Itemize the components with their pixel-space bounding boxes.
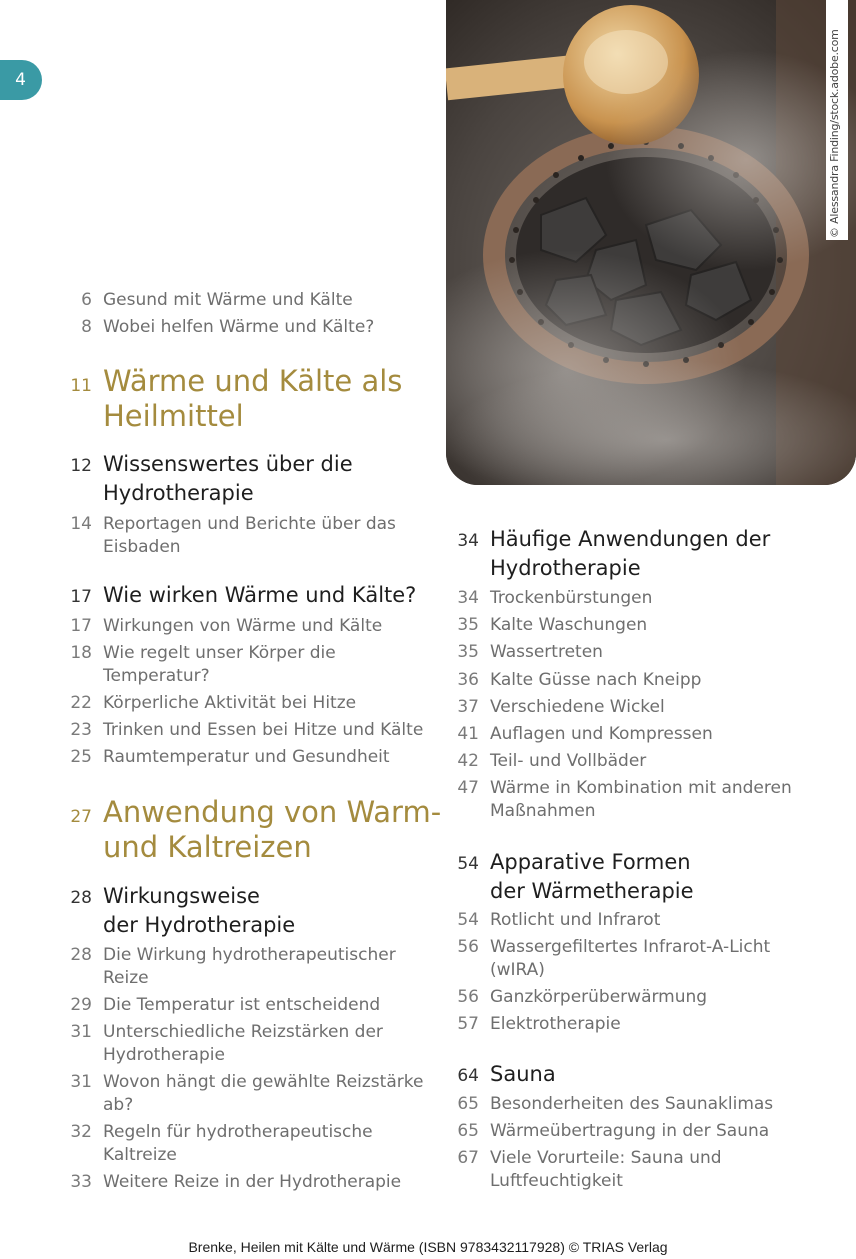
- toc-entry-title: Körperliche Aktivität bei Hitze: [103, 693, 357, 713]
- toc-entry-title: Wassertreten: [490, 642, 603, 662]
- toc-entry-title: Wie wirken Wärme und Kälte?: [103, 583, 417, 607]
- toc-page-number: 56: [457, 937, 479, 957]
- toc-entry-title: Wirkungen von Wärme und Kälte: [103, 616, 383, 636]
- toc-entry-title: Elektrotherapie: [490, 1014, 621, 1034]
- toc-entry-title: Verschiedene Wickel: [490, 697, 665, 717]
- toc-page-number: 11: [70, 376, 92, 396]
- toc-entry-title: Weitere Reize in der Hydrotherapie: [103, 1172, 402, 1192]
- toc-entry-title: Kalte Waschungen: [490, 615, 648, 635]
- toc-page-number: 6: [81, 290, 92, 310]
- toc-page-number: 35: [457, 615, 479, 635]
- toc-entry-title: Auflagen und Kompressen: [490, 724, 713, 744]
- toc-entry-title: Wärme in Kombination mit anderen Maßnahmen: [490, 778, 792, 821]
- toc-page-number: 12: [70, 456, 92, 476]
- toc-page-number: 35: [457, 642, 479, 662]
- toc-page-number: 17: [70, 587, 92, 607]
- toc-entry-title: Wie regelt unser Körper die Temperatur?: [103, 643, 336, 686]
- toc-page-number: 29: [70, 995, 92, 1015]
- sauna-ladle-and-stones-photo: [446, 0, 856, 485]
- toc-page-number: 18: [70, 643, 92, 663]
- toc-entry-title: Teil- und Vollbäder: [490, 751, 647, 771]
- toc-page-number: 28: [70, 945, 92, 965]
- toc-entry-title: Rotlicht und Infrarot: [490, 910, 661, 930]
- toc-page-number: 34: [457, 531, 479, 551]
- toc-entry-title: Ganzkörperüberwärmung: [490, 987, 708, 1007]
- page-number: 4: [15, 70, 26, 90]
- toc-page-number: 22: [70, 693, 92, 713]
- toc-page-number: 54: [457, 910, 479, 930]
- toc-page-number: 25: [70, 747, 92, 767]
- toc-page-number: 64: [457, 1066, 479, 1086]
- toc-entry-title: Wassergefiltertes Infrarot-A-Licht (wIRA): [490, 937, 771, 980]
- toc-entry-title: Unterschiedliche Reizstärken der Hydrotherapie: [103, 1022, 383, 1065]
- toc-page-number: 67: [457, 1148, 479, 1168]
- sauna-photo: [446, 0, 856, 485]
- toc-page-number: 33: [70, 1172, 92, 1192]
- toc-entry-title: Raumtemperatur und Gesundheit: [103, 747, 390, 767]
- toc-entry-title: Viele Vorurteile: Sauna und Luftfeuchtigkeit: [490, 1148, 722, 1191]
- toc-entry-title: Anwendung von Warm- und Kaltreizen: [103, 795, 442, 864]
- toc-page-number: 36: [457, 670, 479, 690]
- toc-entry-title: Reportagen und Berichte über das Eisbaden: [103, 514, 396, 557]
- toc-page-number: 31: [70, 1022, 92, 1042]
- toc-page-number: 31: [70, 1072, 92, 1092]
- toc-entry-title: Die Wirkung hydrotherapeutischer Reize: [103, 945, 396, 988]
- toc-entry-title: Wissenswertes über die Hydrotherapie: [103, 452, 353, 505]
- toc-page-number: 8: [81, 317, 92, 337]
- toc-page-number: 17: [70, 616, 92, 636]
- footer-citation: Brenke, Heilen mit Kälte und Wärme (ISBN 9783432117928) © TRIAS Verlag: [188, 1239, 668, 1255]
- toc-entry-title: Besonderheiten des Saunaklimas: [490, 1094, 774, 1114]
- toc-page-number: 34: [457, 588, 479, 608]
- toc-page-number: 65: [457, 1094, 479, 1114]
- toc-page-number: 27: [70, 807, 92, 827]
- toc-page-number: 28: [70, 888, 92, 908]
- toc-page-number: 57: [457, 1014, 479, 1034]
- toc-entry-title: Die Temperatur ist entscheidend: [103, 995, 381, 1015]
- toc-page-number: 65: [457, 1121, 479, 1141]
- photo-credit: © Alessandra Finding/stock.adobe.com: [826, 0, 848, 240]
- toc-entry-title: Wovon hängt die gewählte Reizstärke ab?: [103, 1072, 424, 1115]
- toc-entry-title: Trinken und Essen bei Hitze und Kälte: [103, 720, 424, 740]
- toc-page-number: 37: [457, 697, 479, 717]
- toc-entry-title: Gesund mit Wärme und Kälte: [103, 290, 353, 310]
- toc-page-number: 54: [457, 854, 479, 874]
- toc-page-number: 41: [457, 724, 479, 744]
- toc-page-number: 47: [457, 778, 479, 798]
- toc-entry-title: Häufige Anwendungen der Hydrotherapie: [490, 527, 771, 580]
- toc-page-number: 23: [70, 720, 92, 740]
- toc-entry-title: Kalte Güsse nach Kneipp: [490, 670, 702, 690]
- toc-entry-title: Regeln für hydrotherapeutische Kaltreize: [103, 1122, 373, 1165]
- toc-entry-title: Wirkungsweise der Hydrotherapie: [103, 884, 296, 937]
- toc-page-number: 42: [457, 751, 479, 771]
- toc-entry-title: Wärmeübertragung in der Sauna: [490, 1121, 770, 1141]
- toc-entry-title: Apparative Formen der Wärmetherapie: [490, 850, 694, 903]
- toc-page-number: 56: [457, 987, 479, 1007]
- page-number-tab: [0, 60, 42, 100]
- toc-entry-title: Wobei helfen Wärme und Kälte?: [103, 317, 375, 337]
- toc-entry-title: Wärme und Kälte als Heilmittel: [103, 364, 403, 433]
- toc-page-number: 14: [70, 514, 92, 534]
- toc-page-number: 32: [70, 1122, 92, 1142]
- toc-entry-title: Sauna: [490, 1062, 556, 1086]
- toc-entry-title: Trockenbürstungen: [490, 588, 653, 608]
